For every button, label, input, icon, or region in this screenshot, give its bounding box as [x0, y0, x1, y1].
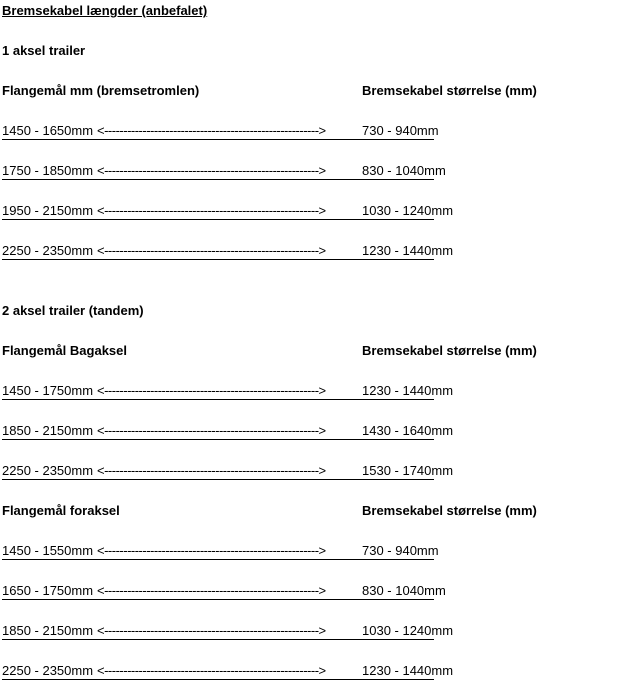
arrow-connector: <-------------------------------------------------------->: [97, 123, 326, 138]
table-row: [2, 463, 622, 481]
row-underline: [2, 179, 434, 180]
row-underline: [2, 439, 434, 440]
table-row: [2, 423, 622, 441]
rear-axle-right-header: Bremsekabel størrelse (mm): [362, 343, 537, 358]
arrow-connector: <-------------------------------------------------------->: [97, 543, 326, 558]
cable-size: 1030 - 1240mm: [362, 203, 454, 218]
flange-range: 1450 - 1650mm: [2, 123, 94, 138]
row-underline: [2, 559, 434, 560]
front-axle-left-header: Flangemål foraksel: [2, 503, 120, 518]
cable-size: 1230 - 1440mm: [362, 383, 454, 398]
rear-axle-left-header: Flangemål Bagaksel: [2, 343, 127, 358]
cable-size: 730 - 940mm: [362, 123, 439, 138]
flange-range: 1750 - 1850mm: [2, 163, 94, 178]
flange-range: 1650 - 1750mm: [2, 583, 94, 598]
table-row: [2, 203, 622, 221]
section2-heading: 2 aksel trailer (tandem): [2, 303, 144, 318]
arrow-connector: <-------------------------------------------------------->: [97, 583, 326, 598]
table-row: [2, 543, 622, 561]
flange-range: 1850 - 2150mm: [2, 423, 94, 438]
flange-range: 1950 - 2150mm: [2, 203, 94, 218]
cable-size: 1030 - 1240mm: [362, 623, 454, 638]
table-row: [2, 163, 622, 181]
flange-range: 1850 - 2150mm: [2, 623, 94, 638]
section1-heading: 1 aksel trailer: [2, 43, 86, 58]
front-axle-right-header: Bremsekabel størrelse (mm): [362, 503, 537, 518]
arrow-connector: <-------------------------------------------------------->: [97, 163, 326, 178]
arrow-connector: <-------------------------------------------------------->: [97, 203, 326, 218]
flange-range: 2250 - 2350mm: [2, 463, 94, 478]
row-underline: [2, 599, 434, 600]
cable-size: 830 - 1040mm: [362, 163, 446, 178]
row-underline: [2, 679, 434, 680]
table-row: [2, 583, 622, 601]
arrow-connector: <-------------------------------------------------------->: [97, 663, 326, 678]
cable-size: 730 - 940mm: [362, 543, 439, 558]
table-row: [2, 623, 622, 641]
cable-size: 830 - 1040mm: [362, 583, 446, 598]
arrow-connector: <-------------------------------------------------------->: [97, 383, 326, 398]
table-row: [2, 243, 622, 261]
arrow-connector: <-------------------------------------------------------->: [97, 243, 326, 258]
flange-range: 1450 - 1550mm: [2, 543, 94, 558]
row-underline: [2, 259, 434, 260]
row-underline: [2, 479, 434, 480]
flange-range: 2250 - 2350mm: [2, 243, 94, 258]
table-row: [2, 663, 622, 681]
arrow-connector: <-------------------------------------------------------->: [97, 463, 326, 478]
arrow-connector: <-------------------------------------------------------->: [97, 623, 326, 638]
flange-range: 2250 - 2350mm: [2, 663, 94, 678]
flange-range: 1450 - 1750mm: [2, 383, 94, 398]
table-row: [2, 383, 622, 401]
section1-right-header: Bremsekabel størrelse (mm): [362, 83, 537, 98]
section1-left-header: Flangemål mm (bremsetromlen): [2, 83, 200, 98]
row-underline: [2, 399, 434, 400]
cable-size: 1230 - 1440mm: [362, 663, 454, 678]
table-row: [2, 123, 622, 141]
document-title: Bremsekabel længder (anbefalet): [2, 3, 208, 18]
arrow-connector: <-------------------------------------------------------->: [97, 423, 326, 438]
cable-size: 1230 - 1440mm: [362, 243, 454, 258]
row-underline: [2, 639, 434, 640]
cable-size: 1530 - 1740mm: [362, 463, 454, 478]
row-underline: [2, 139, 434, 140]
cable-size: 1430 - 1640mm: [362, 423, 454, 438]
row-underline: [2, 219, 434, 220]
